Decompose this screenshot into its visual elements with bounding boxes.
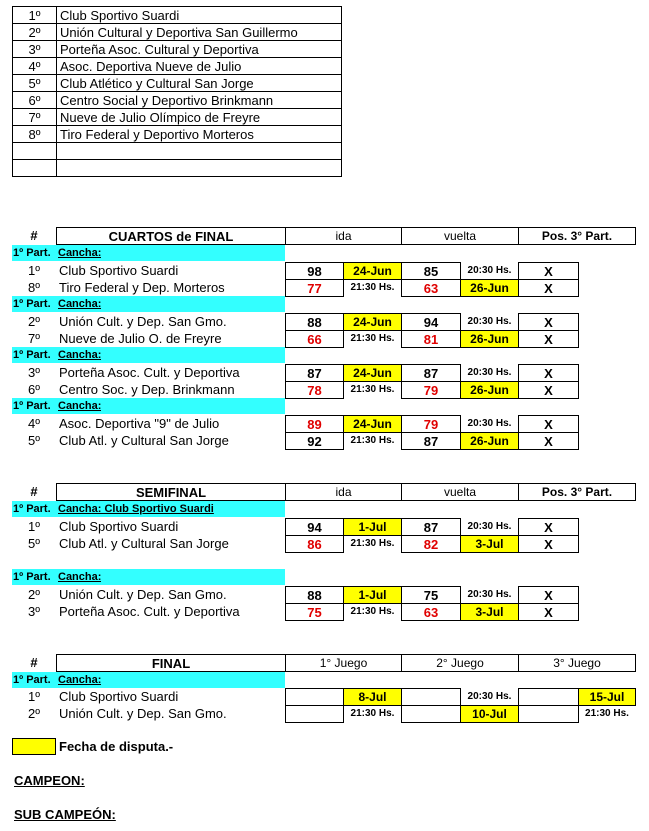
final-game-3: 15-Jul xyxy=(578,688,636,706)
final-empty-1 xyxy=(285,688,344,706)
final-empty-3 xyxy=(518,688,579,706)
row-score-2: 85 xyxy=(401,262,461,280)
row-pos3: X xyxy=(518,262,579,280)
row-score-1: 88 xyxy=(285,586,344,604)
row-date-2: 26-Jun xyxy=(460,279,519,297)
standings-pos: 8º xyxy=(12,125,57,143)
standings-team: Club Atlético y Cultural San Jorge xyxy=(56,74,342,92)
part-label: 1º Part. xyxy=(13,503,51,515)
part-bar xyxy=(12,569,285,585)
row-date-1: 24-Jun xyxy=(343,364,402,382)
champion-label: CAMPEON: xyxy=(14,773,85,788)
part-bar xyxy=(12,398,285,414)
final-game-2: 10-Jul xyxy=(460,705,519,723)
standings-pos: 2º xyxy=(12,23,57,41)
part-label: 1º Part. xyxy=(13,349,51,361)
row-pos: 2º xyxy=(28,314,40,329)
header-col1: ida xyxy=(285,227,402,245)
final-empty-2 xyxy=(401,688,461,706)
row-date-1: 21:30 Hs. xyxy=(350,384,395,395)
row-score-1: 66 xyxy=(285,330,344,348)
row-date-2: 20:30 Hs. xyxy=(467,418,512,429)
part-label: 1º Part. xyxy=(13,571,51,583)
row-pos: 1º xyxy=(28,689,40,704)
row-score-2: 87 xyxy=(401,364,461,382)
row-date-2: 26-Jun xyxy=(460,432,519,450)
header-col2: vuelta xyxy=(401,483,519,501)
row-team: Tiro Federal y Dep. Morteros xyxy=(59,280,225,295)
final-empty-2 xyxy=(401,705,461,723)
standings-team: Porteña Asoc. Cultural y Deportiva xyxy=(56,40,342,58)
row-pos3: X xyxy=(518,518,579,536)
row-pos3: X xyxy=(518,535,579,553)
header-hash: # xyxy=(30,484,38,499)
row-pos: 3º xyxy=(28,604,40,619)
header-col1: ida xyxy=(285,483,402,501)
final-game-1: 8-Jul xyxy=(343,688,402,706)
row-score-2: 82 xyxy=(401,535,461,553)
row-date-1: 21:30 Hs. xyxy=(350,333,395,344)
header-col3: Pos. 3° Part. xyxy=(518,227,636,245)
cancha-label: Cancha: xyxy=(58,571,102,583)
row-team: Porteña Asoc. Cult. y Deportiva xyxy=(59,604,240,619)
row-date-1: 1-Jul xyxy=(343,586,402,604)
standings-team: Asoc. Deportiva Nueve de Julio xyxy=(56,57,342,75)
row-date-1: 1-Jul xyxy=(343,518,402,536)
row-date-1: 21:30 Hs. xyxy=(350,282,395,293)
header-title: FINAL xyxy=(56,654,286,672)
row-date-2: 20:30 Hs. xyxy=(467,316,512,327)
part-label: 1º Part. xyxy=(13,298,51,310)
row-date-1: 21:30 Hs. xyxy=(350,606,395,617)
final-game-3: 21:30 Hs. xyxy=(585,708,629,719)
standings-pos xyxy=(12,159,57,177)
row-score-2: 87 xyxy=(401,432,461,450)
cancha-label: Cancha: xyxy=(58,400,102,412)
row-date-1: 24-Jun xyxy=(343,262,402,280)
legend-swatch xyxy=(12,738,56,755)
standings-pos: 1º xyxy=(12,6,57,24)
row-team: Nueve de Julio O. de Freyre xyxy=(59,331,222,346)
row-date-1: 21:30 Hs. xyxy=(350,538,395,549)
row-pos: 2º xyxy=(28,587,40,602)
row-score-2: 79 xyxy=(401,415,461,433)
part-label: 1º Part. xyxy=(13,674,51,686)
row-pos: 7º xyxy=(28,331,40,346)
row-pos: 6º xyxy=(28,382,40,397)
row-score-2: 75 xyxy=(401,586,461,604)
row-pos3: X xyxy=(518,415,579,433)
header-title: CUARTOS de FINAL xyxy=(56,227,286,245)
header-hash: # xyxy=(30,228,38,243)
row-date-2: 3-Jul xyxy=(460,603,519,621)
row-pos: 1º xyxy=(28,263,40,278)
row-date-1: 24-Jun xyxy=(343,313,402,331)
part-bar xyxy=(12,245,285,261)
final-game-2: 20:30 Hs. xyxy=(467,691,512,702)
standings-team: Unión Cultural y Deportiva San Guillermo xyxy=(56,23,342,41)
row-date-2: 20:30 Hs. xyxy=(467,265,512,276)
part-label: 1º Part. xyxy=(13,247,51,259)
header-title: SEMIFINAL xyxy=(56,483,286,501)
row-score-1: 98 xyxy=(285,262,344,280)
row-score-2: 63 xyxy=(401,603,461,621)
standings-team: Tiro Federal y Deportivo Morteros xyxy=(56,125,342,143)
row-score-1: 86 xyxy=(285,535,344,553)
standings-team xyxy=(56,142,342,160)
row-pos: 8º xyxy=(28,280,40,295)
row-team: Unión Cult. y Dep. San Gmo. xyxy=(59,706,227,721)
standings-pos xyxy=(12,142,57,160)
standings-team: Club Sportivo Suardi xyxy=(56,6,342,24)
row-score-1: 89 xyxy=(285,415,344,433)
row-team: Asoc. Deportiva "9" de Julio xyxy=(59,416,220,431)
row-score-1: 88 xyxy=(285,313,344,331)
row-date-1: 21:30 Hs. xyxy=(350,435,395,446)
row-date-2: 20:30 Hs. xyxy=(467,589,512,600)
standings-team: Centro Social y Deportivo Brinkmann xyxy=(56,91,342,109)
row-pos: 5º xyxy=(28,536,40,551)
row-pos: 1º xyxy=(28,519,40,534)
row-pos3: X xyxy=(518,603,579,621)
row-team: Club Atl. y Cultural San Jorge xyxy=(59,536,229,551)
row-team: Club Sportivo Suardi xyxy=(59,263,179,278)
final-empty-3 xyxy=(518,705,579,723)
row-pos: 3º xyxy=(28,365,40,380)
row-team: Centro Soc. y Dep. Brinkmann xyxy=(59,382,235,397)
row-pos: 5º xyxy=(28,433,40,448)
row-team: Unión Cult. y Dep. San Gmo. xyxy=(59,587,227,602)
header-col2: 2° Juego xyxy=(401,654,519,672)
header-hash: # xyxy=(30,655,38,670)
row-pos3: X xyxy=(518,381,579,399)
standings-team: Nueve de Julio Olímpico de Freyre xyxy=(56,108,342,126)
final-game-1: 21:30 Hs. xyxy=(350,708,395,719)
row-date-1: 24-Jun xyxy=(343,415,402,433)
row-score-1: 77 xyxy=(285,279,344,297)
row-team: Club Atl. y Cultural San Jorge xyxy=(59,433,229,448)
row-pos: 2º xyxy=(28,706,40,721)
part-bar xyxy=(12,347,285,363)
cancha-label: Cancha: xyxy=(58,298,102,310)
part-label: 1º Part. xyxy=(13,400,51,412)
part-bar xyxy=(12,296,285,312)
row-team: Porteña Asoc. Cult. y Deportiva xyxy=(59,365,240,380)
final-empty-1 xyxy=(285,705,344,723)
standings-pos: 7º xyxy=(12,108,57,126)
legend-text: Fecha de disputa.- xyxy=(59,739,174,754)
standings-team xyxy=(56,159,342,177)
header-col2: vuelta xyxy=(401,227,519,245)
row-pos: 4º xyxy=(28,416,40,431)
row-pos3: X xyxy=(518,432,579,450)
row-score-1: 87 xyxy=(285,364,344,382)
header-col3: 3° Juego xyxy=(518,654,636,672)
row-date-2: 3-Jul xyxy=(460,535,519,553)
row-score-2: 63 xyxy=(401,279,461,297)
standings-pos: 4º xyxy=(12,57,57,75)
row-score-1: 75 xyxy=(285,603,344,621)
row-team: Club Sportivo Suardi xyxy=(59,689,179,704)
cancha-label: Cancha: xyxy=(58,674,102,686)
row-score-2: 79 xyxy=(401,381,461,399)
header-col1: 1° Juego xyxy=(285,654,402,672)
row-pos3: X xyxy=(518,279,579,297)
row-date-2: 20:30 Hs. xyxy=(467,367,512,378)
header-col3: Pos. 3° Part. xyxy=(518,483,636,501)
runner-up-label: SUB CAMPEÓN: xyxy=(14,807,116,822)
cancha-label: Cancha: xyxy=(58,349,102,361)
row-score-2: 81 xyxy=(401,330,461,348)
row-pos3: X xyxy=(518,330,579,348)
row-team: Club Sportivo Suardi xyxy=(59,519,179,534)
standings-pos: 5º xyxy=(12,74,57,92)
row-date-2: 20:30 Hs. xyxy=(467,521,512,532)
standings-pos: 3º xyxy=(12,40,57,58)
part-bar xyxy=(12,672,285,688)
row-date-2: 26-Jun xyxy=(460,381,519,399)
row-score-2: 94 xyxy=(401,313,461,331)
cancha-label: Cancha: Club Sportivo Suardi xyxy=(58,503,214,515)
row-pos3: X xyxy=(518,313,579,331)
row-date-2: 26-Jun xyxy=(460,330,519,348)
row-score-1: 92 xyxy=(285,432,344,450)
row-pos3: X xyxy=(518,586,579,604)
row-team: Unión Cult. y Dep. San Gmo. xyxy=(59,314,227,329)
row-pos3: X xyxy=(518,364,579,382)
row-score-2: 87 xyxy=(401,518,461,536)
row-score-1: 78 xyxy=(285,381,344,399)
cancha-label: Cancha: xyxy=(58,247,102,259)
standings-pos: 6º xyxy=(12,91,57,109)
row-score-1: 94 xyxy=(285,518,344,536)
